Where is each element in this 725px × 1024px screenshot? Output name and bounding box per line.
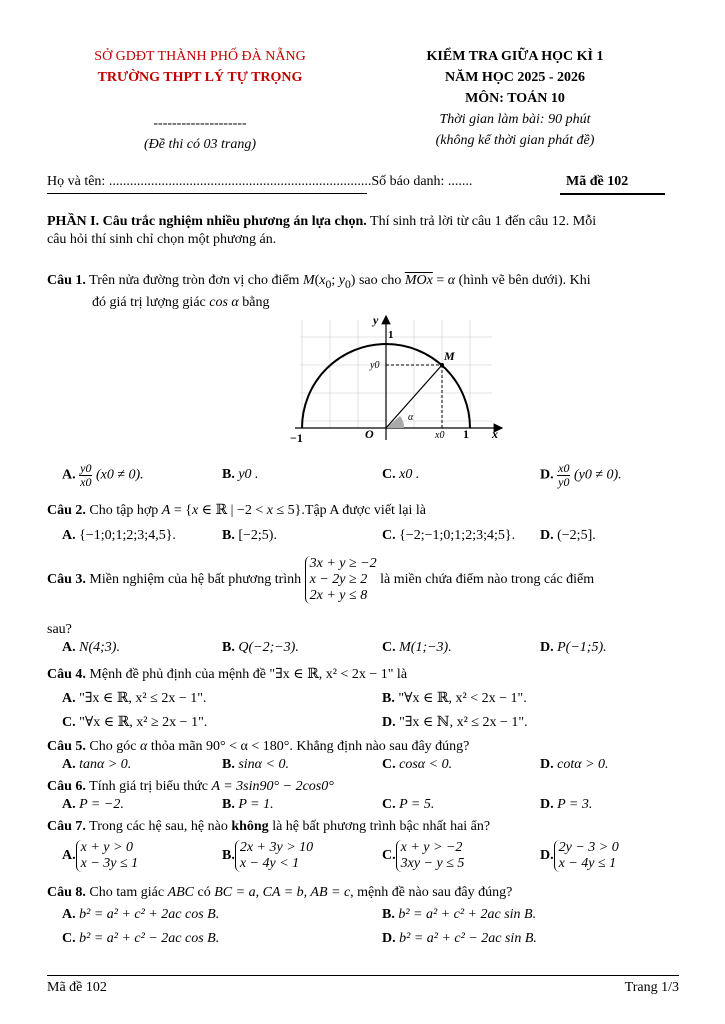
q5d-text: cotα > 0. (557, 757, 609, 772)
q1-text-d: đó giá trị lượng giác (92, 294, 210, 310)
school-name: TRƯỜNG THPT LÝ TỰ TRỌNG (97, 70, 303, 85)
student-id-label: Số báo danh: ....... (371, 174, 473, 189)
q3-option-b[interactable] (222, 640, 299, 656)
q7-option-c[interactable] (382, 840, 464, 872)
student-name-label: Họ và tên: ........................................................................... (47, 174, 372, 189)
q7-option-d[interactable] (540, 840, 619, 872)
q5-text: Cho góc (85, 739, 140, 754)
q6-option-c[interactable] (382, 797, 434, 813)
footer-code: Mã đề 102 (47, 980, 107, 995)
frac-den: y0 (558, 475, 570, 489)
tick-minus-one: −1 (290, 431, 303, 445)
q3-text: Miền nghiệm của hệ bất phương trình (85, 572, 305, 588)
q6c-text: P = 5. (399, 797, 435, 812)
q8-text: Cho tam giác (85, 885, 168, 900)
part1-desc-2: câu hỏi thí sinh chỉ chọn một phương án. (47, 232, 277, 247)
q4-option-b[interactable] (382, 690, 527, 707)
alpha-label: α (408, 412, 414, 423)
option-letter: D. (540, 848, 554, 864)
y-axis-label: y (373, 313, 379, 327)
origin-label: O (365, 427, 374, 441)
q6-text: Tính giá trị biểu thức (85, 779, 212, 794)
option-letter: C. (382, 467, 396, 482)
q5-label: Câu 5. (47, 739, 86, 754)
x-axis-label: x (492, 427, 498, 441)
q5-option-d[interactable] (540, 757, 609, 773)
option-letter: D. (540, 467, 554, 483)
q3a-text: N(4;3). (79, 640, 120, 655)
option-letter: D. (540, 528, 554, 543)
option-letter: D. (382, 715, 396, 730)
q2c-text: {−2;−1;0;1;2;3;4;5}. (399, 528, 516, 543)
q8-option-a[interactable] (62, 907, 219, 923)
q3-ineq: 2x + y ≤ 8 (309, 588, 368, 603)
q1-option-a[interactable] (62, 462, 144, 489)
option-letter: B. (222, 640, 235, 655)
q1-label: Câu 1. (47, 273, 86, 288)
q6d-text: P = 3. (557, 797, 593, 812)
option-letter: C. (382, 528, 396, 543)
q3b-text: Q(−2;−3). (238, 640, 299, 655)
option-letter: C. (62, 931, 76, 946)
q4d-text: "∃x ∈ ℕ, x² ≤ 2x − 1". (399, 715, 528, 730)
option-letter: B. (222, 467, 235, 482)
q8a-text: b² = a² + c² + 2ac cos B. (79, 907, 220, 922)
tick-one: 1 (463, 427, 469, 441)
q2-text-b: .Tập A được viết lại là (301, 503, 427, 518)
footer-divider (47, 975, 679, 976)
option-letter: D. (540, 757, 554, 772)
tick-y0: y0 (370, 360, 380, 371)
q7-option-a[interactable] (62, 840, 138, 872)
option-letter: D. (540, 797, 554, 812)
q7-option-b[interactable] (222, 840, 313, 872)
footer-page: Trang 1/3 (624, 980, 679, 995)
q3-option-a[interactable] (62, 640, 120, 656)
point-m (440, 363, 444, 367)
question-8 (47, 884, 675, 902)
q3-system (305, 556, 377, 604)
q5a-text: tanα > 0. (79, 757, 132, 772)
question-3 (47, 556, 675, 604)
pages-note: (Đề thi có 03 trang) (144, 137, 256, 152)
q1-text: Trên nửa đường tròn đơn vị cho điểm (85, 273, 303, 288)
q5b-text: sinα < 0. (238, 757, 289, 772)
option-letter: A. (62, 797, 76, 812)
q5c-text: cosα < 0. (399, 757, 453, 772)
q8-option-c[interactable] (62, 931, 219, 947)
option-letter: A. (62, 907, 76, 922)
q7d-ineq: 2y − 3 > 0 (558, 840, 619, 855)
exam-code: Mã đề 102 (566, 174, 629, 189)
q5-option-a[interactable] (62, 757, 131, 773)
q3c-text: M(1;−3). (399, 640, 452, 655)
q6b-text: P = 1. (238, 797, 274, 812)
q1d-note: (y0 ≠ 0). (573, 467, 622, 483)
frac-den: x0 (80, 475, 92, 489)
q1-text-c: (hình vẽ bên dưới). Khi (455, 273, 591, 288)
q7c-ineq: 3xy − y ≤ 5 (400, 856, 465, 871)
option-letter: B. (382, 907, 395, 922)
q8-label: Câu 8. (47, 885, 86, 900)
option-letter: C. (382, 848, 396, 864)
question-7 (47, 818, 675, 836)
option-letter: C. (382, 640, 396, 655)
q7-emphasis: không (231, 819, 269, 834)
q4b-text: "∀x ∈ ℝ, x² < 2x − 1". (398, 691, 527, 706)
option-letter: A. (62, 467, 76, 483)
exam-time-note: (không kể thời gian phát đề) (435, 133, 595, 148)
q1-option-c[interactable] (382, 467, 419, 483)
q6-expression: A = 3sin90° − 2cos0° (211, 779, 334, 794)
q1a-note: (x0 ≠ 0). (95, 467, 144, 483)
part1-desc: Thí sinh trả lời từ câu 1 đến câu 12. Mỗi (366, 214, 597, 229)
frac-num: y0 (80, 461, 92, 475)
q4-text: Mệnh đề phủ định của mệnh đề "∃x ∈ ℝ, x² < 2x − 1" là (85, 667, 408, 682)
q4-label: Câu 4. (47, 667, 86, 682)
q3-text-c: sau? (47, 622, 72, 637)
department-name: SỞ GDĐT THÀNH PHỐ ĐÀ NẴNG (94, 49, 306, 64)
q3-ineq: 3x + y ≥ −2 (309, 556, 377, 571)
q7c-ineq: x + y > −2 (400, 840, 463, 855)
q7b-ineq: x − 4y < 1 (239, 856, 300, 871)
q1-option-d[interactable] (540, 462, 622, 489)
option-letter: A. (62, 528, 76, 543)
q7-text-b: là hệ bất phương trình bậc nhất hai ẩn? (268, 819, 491, 834)
q7-label: Câu 7. (47, 819, 86, 834)
q6-option-a[interactable] (62, 797, 124, 813)
q7a-ineq: x − 3y ≤ 1 (80, 856, 139, 871)
option-letter: D. (540, 640, 554, 655)
option-letter: B. (382, 691, 395, 706)
option-letter: C. (382, 797, 396, 812)
student-name-line (47, 174, 472, 190)
tick-one-top: 1 (388, 329, 394, 341)
q8b-text: b² = a² + c² + 2ac sin B. (398, 907, 537, 922)
header-dashes: -------------------- (153, 116, 247, 131)
question-2: Câu 2. Cho tập hợp A = {x ∈ ℝ | −2 < x ≤ 5}.Tập A được viết lại là (47, 503, 427, 518)
q6-option-d[interactable] (540, 797, 592, 813)
q5-option-b[interactable] (222, 757, 289, 773)
option-letter: A. (62, 640, 76, 655)
q7b-ineq: 2x + 3y > 10 (239, 840, 314, 855)
divider-right (560, 193, 665, 195)
option-letter: C. (62, 715, 76, 730)
q7d-ineq: x − 4y ≤ 1 (558, 856, 617, 871)
q4-option-d[interactable] (382, 714, 528, 731)
q2-option-a[interactable] (62, 528, 176, 544)
question-6 (47, 778, 675, 796)
subject: MÔN: TOÁN 10 (465, 91, 565, 106)
part1-intro (47, 213, 675, 249)
exam-title: KIỂM TRA GIỮA HỌC KÌ 1 (426, 49, 604, 64)
q7a-ineq: x + y > 0 (80, 840, 133, 855)
question-5: Câu 5. Cho góc α thỏa mãn 90° < α < 180°. Khẳng định nào sau đây đúng? (47, 739, 470, 754)
frac-num: x0 (558, 461, 570, 475)
q6a-text: P = −2. (79, 797, 124, 812)
option-letter: A. (62, 691, 76, 706)
unit-semicircle-figure (280, 310, 510, 450)
q4a-text: "∃x ∈ ℝ, x² ≤ 2x − 1". (79, 691, 207, 706)
q8c-text: b² = a² + c² − 2ac cos B. (79, 931, 220, 946)
option-letter: B. (222, 528, 235, 543)
q2-text: Cho tập hợp (85, 503, 162, 518)
q8-condition: BC = a, CA = b, AB = c (214, 885, 351, 900)
q4-option-c[interactable] (62, 714, 207, 731)
q1-text-e: bằng (238, 294, 270, 310)
q2-label: Câu 2. (47, 503, 86, 518)
q8d-text: b² = a² + c² − 2ac sin B. (399, 931, 537, 946)
q6-label: Câu 6. (47, 779, 86, 794)
school-year: NĂM HỌC 2025 - 2026 (445, 70, 585, 85)
q5-option-c[interactable] (382, 757, 452, 773)
q1b-text: y0 . (238, 467, 259, 482)
q2-option-b[interactable] (222, 528, 277, 544)
q7-text: Trong các hệ sau, hệ nào (85, 819, 232, 834)
q3-option-c[interactable] (382, 640, 452, 656)
q3-option-d[interactable] (540, 640, 607, 656)
q2b-text: [−2;5). (238, 528, 277, 543)
q5-text-b: thỏa mãn 90° < α < 180°. Khẳng định nào sau đây đúng? (147, 739, 470, 754)
option-letter: B. (222, 848, 235, 864)
exam-time: Thời gian làm bài: 90 phút (439, 112, 591, 127)
option-letter: B. (222, 797, 235, 812)
q1-text-b: sao cho (355, 273, 405, 288)
tick-x0: x0 (435, 430, 445, 441)
part1-title: PHẦN I. Câu trắc nghiệm nhiều phương án lựa chọn. (47, 214, 367, 229)
option-letter: B. (222, 757, 235, 772)
q8-text-b: có (194, 885, 215, 900)
q2d-text: (−2;5]. (557, 528, 596, 543)
point-m-label: M (444, 349, 455, 363)
q4-option-a[interactable] (62, 690, 206, 707)
divider-left (47, 193, 367, 194)
q2-option-d[interactable] (540, 528, 596, 544)
q3-ineq: x − 2y ≥ 2 (309, 572, 368, 587)
q8-triangle: ABC (167, 885, 195, 900)
option-letter: A. (62, 757, 76, 772)
q2-option-c[interactable] (382, 528, 515, 544)
q6-option-b[interactable] (222, 797, 274, 813)
q2a-text: {−1;0;1;2;3;4,5}. (79, 528, 176, 543)
q4c-text: "∀x ∈ ℝ, x² ≥ 2x − 1". (79, 715, 208, 730)
question-1: Câu 1. Trên nửa đường tròn đơn vị cho điểm $M(x_0$; $y_0$) sao cho $\overline{MOx} = \alpha$ (hình vẽ bên dưới). Khi đó giá trị lượng giác cos α bằng (47, 273, 591, 310)
option-letter: C. (382, 757, 396, 772)
q3d-text: P(−1;5). (557, 640, 607, 655)
q3-label: Câu 3. (47, 572, 86, 588)
q8-option-b[interactable] (382, 907, 536, 923)
q1c-text: x0 . (399, 467, 420, 482)
option-letter: A. (62, 848, 76, 864)
q8-option-d[interactable] (382, 931, 537, 947)
q1-option-b[interactable] (222, 467, 259, 483)
option-letter: D. (382, 931, 396, 946)
question-4 (47, 666, 675, 684)
q8-text-c: , mệnh đề nào sau đây đúng? (350, 885, 513, 900)
q3-text-b: là miền chứa điểm nào trong các điểm (376, 572, 595, 588)
